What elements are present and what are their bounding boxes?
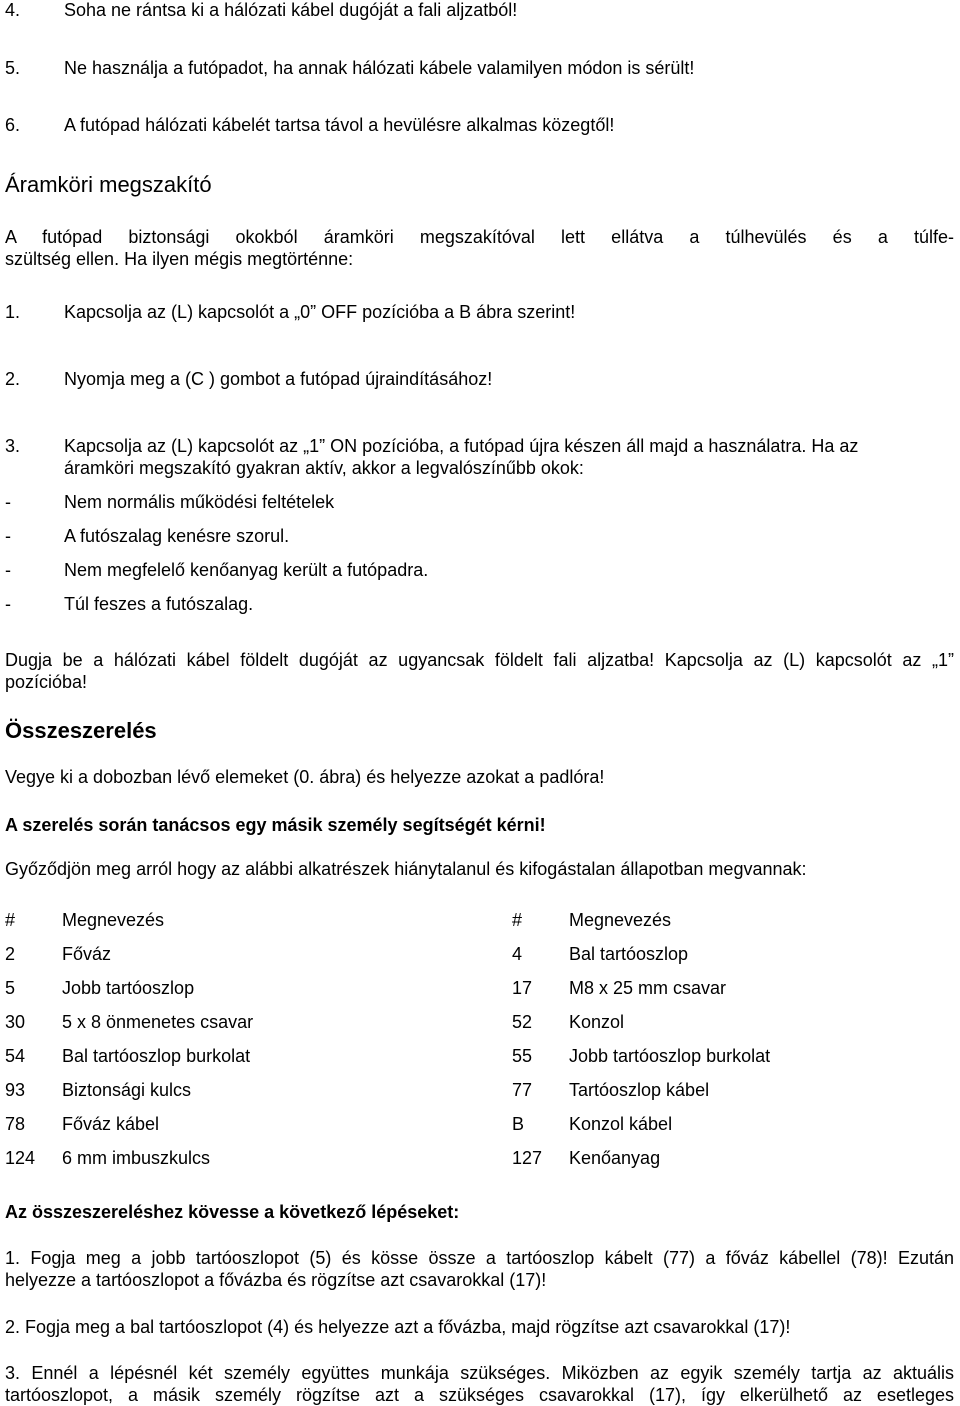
part-number: 5 xyxy=(5,978,16,998)
dash: - xyxy=(5,560,11,580)
part-name: Biztonsági kulcs xyxy=(62,1080,192,1100)
part-name: Kenőanyag xyxy=(569,1148,661,1168)
part-number: 77 xyxy=(512,1080,533,1100)
cause-text: Nem normális működési feltételek xyxy=(64,492,335,512)
section-heading-assembly: Összeszerelés xyxy=(5,718,157,743)
list-number: 5. xyxy=(5,58,21,78)
assembly-step-3-line1: 3. Ennél a lépésnél két személy együttes munkája szükséges. Miközben az egyik személy tartja az aktuális xyxy=(5,1363,954,1383)
part-name: Konzol xyxy=(569,1012,625,1032)
assembly-paragraph-1: Vegye ki a dobozban lévő elemeket (0. ábra) és helyezze azokat a padlóra! xyxy=(5,767,605,787)
cause-text: Nem megfelelő kenőanyag került a futópadra. xyxy=(64,560,429,580)
part-number: 4 xyxy=(512,944,523,964)
list-text: Kapcsolja az (L) kapcsolót a „0” OFF pozícióba a B ábra szerint! xyxy=(64,302,576,322)
list-text: Ne használja a futópadot, ha annak hálózati kábele valamilyen módon is sérült! xyxy=(64,58,695,78)
cause-text: Túl feszes a futószalag. xyxy=(64,594,254,614)
cause-text: A futószalag kenésre szorul. xyxy=(64,526,290,546)
list-item xyxy=(5,436,954,457)
table-header-row xyxy=(5,906,955,940)
part-name: Főváz kábel xyxy=(62,1114,160,1134)
breaker-intro-line2: szültség ellen. Ha ilyen mégis megtörténne: xyxy=(5,249,354,269)
list-item xyxy=(5,302,954,323)
list-text: Soha ne rántsa ki a hálózati kábel dugóját a fali aljzatból! xyxy=(64,0,518,20)
part-name: 6 mm imbuszkulcs xyxy=(62,1148,211,1168)
list-item xyxy=(5,369,954,390)
list-item-continuation xyxy=(5,458,954,479)
list-item xyxy=(5,0,954,21)
column-header: Megnevezés xyxy=(569,910,672,930)
part-number: 2 xyxy=(5,944,16,964)
part-number: 54 xyxy=(5,1046,26,1066)
part-name: Főváz xyxy=(62,944,112,964)
assembly-step-2: 2. Fogja meg a bal tartóoszlopot (4) és helyezze azt a fővázba, majd rögzítse azt csavarokkal (17)! xyxy=(5,1317,791,1337)
list-text: áramköri megszakító gyakran aktív, akkor a legvalószínűbb okok: xyxy=(64,458,584,478)
assembly-warning: A szerelés során tanácsos egy másik személy segítségét kérni! xyxy=(5,815,546,835)
cause-item xyxy=(5,560,954,581)
table-row xyxy=(5,1144,955,1178)
part-name: Konzol kábel xyxy=(569,1114,673,1134)
section-heading-circuit-breaker: Áramköri megszakító xyxy=(5,172,212,197)
table-row xyxy=(5,940,955,974)
part-name: Bal tartóoszlop burkolat xyxy=(62,1046,251,1066)
list-number: 6. xyxy=(5,115,21,135)
part-number: 30 xyxy=(5,1012,26,1032)
parts-table xyxy=(5,906,955,1178)
list-number: 1. xyxy=(5,302,21,322)
part-number: B xyxy=(512,1114,525,1134)
breaker-closing-line2: pozícióba! xyxy=(5,672,88,692)
part-number: 127 xyxy=(512,1148,543,1168)
cause-item xyxy=(5,594,954,615)
part-name: Bal tartóoszlop xyxy=(569,944,689,964)
cause-item xyxy=(5,492,954,513)
table-row xyxy=(5,1008,955,1042)
list-text: Kapcsolja az (L) kapcsolót az „1” ON pozícióba, a futópad újra készen áll majd a használatra. Ha az xyxy=(64,436,859,456)
list-item xyxy=(5,58,954,79)
cause-item xyxy=(5,526,954,547)
assembly-step-1-line1: 1. Fogja meg a jobb tartóoszlopot (5) és kösse össze a tartóoszlop kábelt (77) a főváz kábellel (78)! Ezután xyxy=(5,1248,954,1268)
table-row xyxy=(5,1042,955,1076)
dash: - xyxy=(5,526,11,546)
part-number: 78 xyxy=(5,1114,26,1134)
assembly-step-1-line2: helyezze a tartóoszlopot a fővázba és rögzítse azt csavarokkal (17)! xyxy=(5,1270,547,1290)
column-header: # xyxy=(512,910,523,930)
assembly-paragraph-3: Győződjön meg arról hogy az alábbi alkatrészek hiánytalanul és kifogástalan állapotban megvannak: xyxy=(5,859,807,879)
column-header: # xyxy=(5,910,16,930)
list-number: 2. xyxy=(5,369,21,389)
part-name: Jobb tartóoszlop xyxy=(62,978,195,998)
part-number: 52 xyxy=(512,1012,533,1032)
breaker-intro-line1: A futópad biztonsági okokból áramköri megszakítóval lett ellátva a túlhevülés és a túlfe- xyxy=(5,227,954,247)
dash: - xyxy=(5,594,11,614)
table-row xyxy=(5,974,955,1008)
list-item xyxy=(5,115,954,136)
table-row xyxy=(5,1110,955,1144)
part-number: 55 xyxy=(512,1046,533,1066)
list-text: Nyomja meg a (C ) gombot a futópad újraindításához! xyxy=(64,369,493,389)
part-number: 124 xyxy=(5,1148,36,1168)
list-number: 3. xyxy=(5,436,21,456)
list-text: A futópad hálózati kábelét tartsa távol a hevülésre alkalmas közegtől! xyxy=(64,115,615,135)
assembly-step-3-line2: tartóoszlopot, a másik személy rögzítse azt a szükséges csavarokkal (17), így elkerülhető az esetleges xyxy=(5,1385,954,1405)
table-row xyxy=(5,1076,955,1110)
assembly-steps-heading: Az összeszereléshez kövesse a következő lépéseket: xyxy=(5,1202,460,1222)
part-number: 93 xyxy=(5,1080,26,1100)
part-name: 5 x 8 önmenetes csavar xyxy=(62,1012,254,1032)
list-number: 4. xyxy=(5,0,21,20)
part-name: Jobb tartóoszlop burkolat xyxy=(569,1046,771,1066)
dash: - xyxy=(5,492,11,512)
part-number: 17 xyxy=(512,978,533,998)
column-header: Megnevezés xyxy=(62,910,165,930)
part-name: M8 x 25 mm csavar xyxy=(569,978,727,998)
breaker-closing-line1: Dugja be a hálózati kábel földelt dugóját az ugyancsak földelt fali aljzatba! Kapcsolja az (L) kapcsolót az „1” xyxy=(5,650,954,670)
part-name: Tartóoszlop kábel xyxy=(569,1080,710,1100)
